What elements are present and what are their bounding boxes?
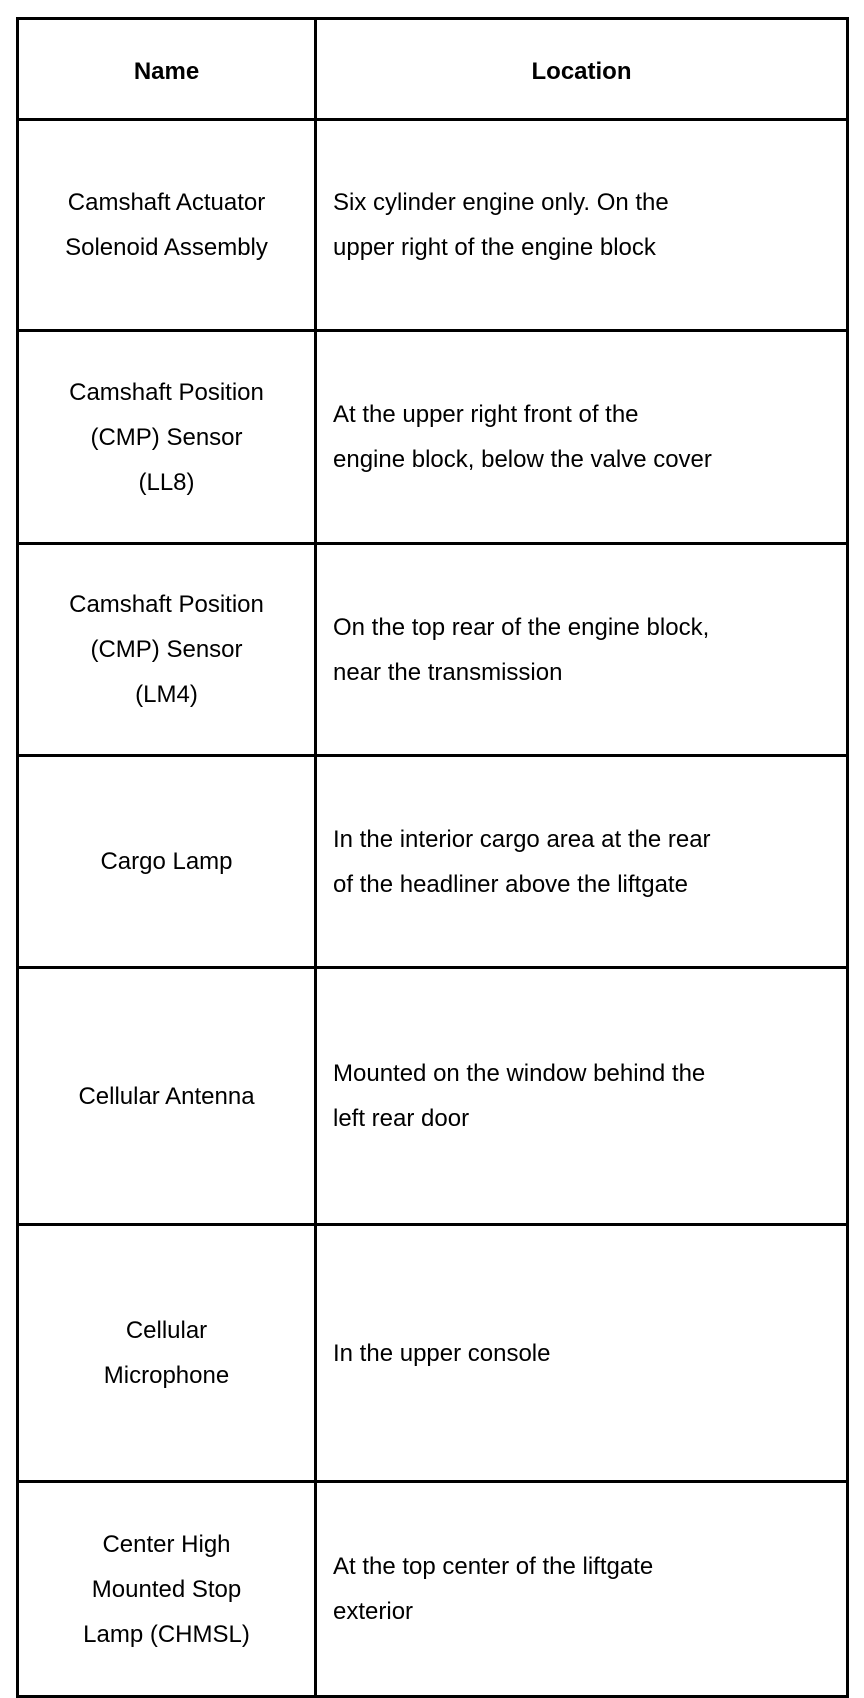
component-name-line: (LL8) [138, 468, 195, 496]
component-name-line: Center High [102, 1530, 231, 1558]
table-row [18, 331, 848, 544]
component-name-line: Camshaft Actuator [67, 189, 266, 216]
component-location-line: In the upper console [333, 1339, 551, 1367]
table-row [18, 1482, 848, 1697]
component-name-cell [18, 120, 316, 331]
component-location-line: At the top center of the liftgate [333, 1553, 654, 1580]
component-name-line: Lamp (CHMSL) [83, 1620, 250, 1648]
table-row [18, 756, 848, 968]
component-name-line: Camshaft Position [69, 591, 264, 618]
component-name-line: Microphone [103, 1362, 230, 1389]
component-name-cell [18, 968, 316, 1225]
component-location-line: In the interior cargo area at the rear [333, 825, 711, 853]
component-name-line: Cargo Lamp [100, 848, 233, 875]
table-row [18, 968, 848, 1225]
component-location-cell [316, 1225, 848, 1482]
component-name-line: Mounted Stop [91, 1575, 242, 1603]
component-name-cell [18, 1482, 316, 1697]
table-row [18, 120, 848, 331]
table-row [18, 544, 848, 756]
component-name-cell [18, 544, 316, 756]
component-location-line: upper right of the engine block [333, 234, 656, 261]
component-name-line: Cellular Antenna [78, 1082, 255, 1110]
component-name-line: (LM4) [135, 681, 198, 708]
table-row [18, 1225, 848, 1482]
component-name-line: (CMP) Sensor [90, 423, 243, 451]
component-location-cell [316, 756, 848, 968]
component-location-cell [316, 1482, 848, 1697]
component-location-cell [316, 120, 848, 331]
component-location-cell [316, 544, 848, 756]
component-name-line: Cellular [125, 1317, 208, 1344]
component-location-line: near the transmission [333, 658, 563, 686]
component-name-cell [18, 756, 316, 968]
component-location-line: of the headliner above the liftgate [333, 870, 688, 898]
component-name-cell [18, 1225, 316, 1482]
component-location-line: engine block, below the valve cover [333, 446, 712, 473]
location-column-header: Location [316, 19, 848, 120]
component-name-line: Solenoid Assembly [65, 234, 268, 261]
component-name-cell [18, 331, 316, 544]
component-location-line: Six cylinder engine only. On the [333, 189, 669, 216]
component-name-line: Camshaft Position [69, 378, 264, 406]
header-row [18, 19, 848, 120]
component-location-cell [316, 331, 848, 544]
name-column-header: Name [18, 19, 316, 120]
component-location-line: left rear door [333, 1105, 470, 1132]
component-location-line: At the upper right front of the [333, 401, 639, 428]
component-name-line: (CMP) Sensor [90, 636, 243, 663]
component-location-line: exterior [333, 1598, 414, 1625]
component-location-line: Mounted on the window behind the [333, 1060, 706, 1087]
component-location-cell [316, 968, 848, 1225]
component-location-table [16, 17, 849, 1698]
component-location-line: On the top rear of the engine block, [333, 613, 710, 641]
